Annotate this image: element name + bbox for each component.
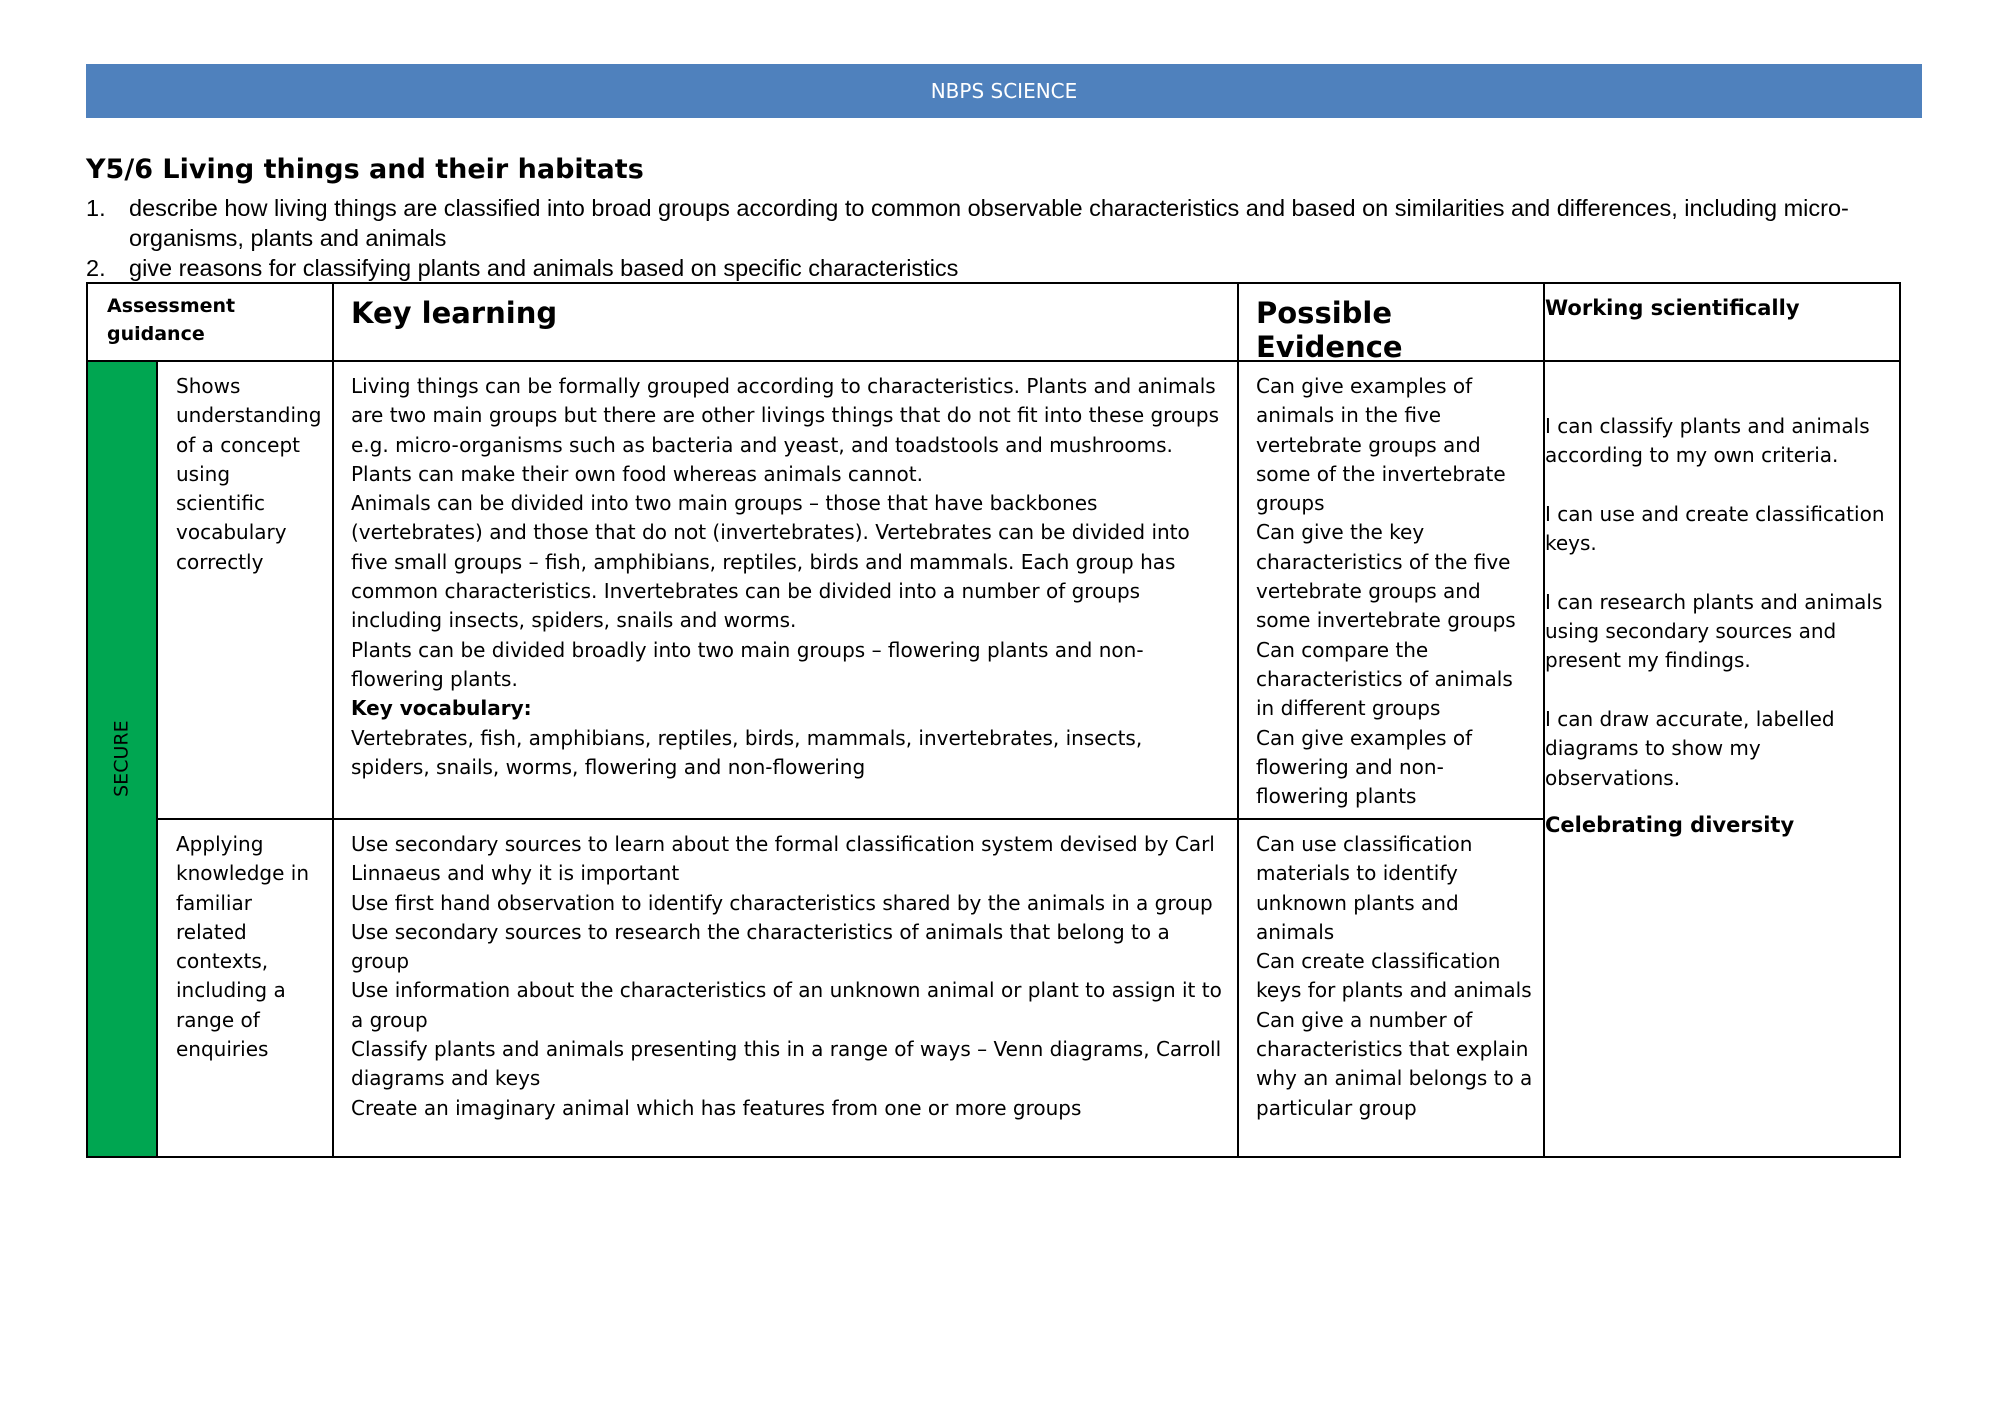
evidence-item: Can create classification keys for plants and animals — [1256, 949, 1532, 1003]
key-learning-para: Use secondary sources to research the characteristics of animals that belong to a group — [351, 919, 1170, 974]
header-key-learning-label: Key learning — [351, 296, 558, 330]
key-learning-para: Classify plants and animals presenting this in a range of ways – Venn diagrams, Carroll diagrams and keys — [351, 1037, 1222, 1091]
page-title: Y5/6 Living things and their habitats — [86, 154, 644, 185]
secure-band — [86, 360, 158, 1158]
key-learning-para: Create an imaginary animal which has features from one or more groups — [351, 1095, 1082, 1120]
header-banner: NBPS SCIENCE — [86, 64, 1922, 118]
objective-text: describe how living things are classified into broad groups according to common observable characteristics and based on similarities and differences, including micro-organisms, plants and animals — [129, 195, 1849, 251]
vocab-list: Vertebrates, fish, amphibians, reptiles, birds, mammals, invertebrates, insects, spiders, snails, worms, flowering and non-flowering — [351, 725, 1143, 779]
header-key-learning — [332, 282, 1239, 362]
key-learning-para: Living things can be formally grouped according to characteristics. Plants and animals are two main groups but there are other livings things that do not fit into these groups e.g. micro-organisms such as bacteria and yeast, and toadstools and mushrooms. Plants can make their own food whereas animals cannot. — [351, 374, 1219, 486]
objective-number: 2. — [86, 255, 106, 281]
objectives-list — [86, 193, 1886, 283]
ws-statement: I can draw accurate, labelled diagrams to show my observations. — [1545, 706, 1835, 790]
ws-statement: I can use and create classification keys. — [1545, 501, 1885, 556]
key-learning-para: Use information about the characteristics of an unknown animal or plant to assign it to a group — [351, 978, 1222, 1032]
row1-guidance — [156, 360, 334, 820]
guidance-text: Shows understanding of a concept using scientific vocabulary correctly — [176, 374, 322, 574]
header-working-scientifically — [1543, 282, 1901, 362]
evidence-item: Can give a number of characteristics that explain why an animal belongs to a particular group — [1256, 1007, 1533, 1120]
key-learning-para: Use secondary sources to learn about the formal classification system devised by Carl Linnaeus and why it is important — [351, 832, 1215, 886]
ws-statement: I can research plants and animals using secondary sources and present my findings. — [1545, 589, 1883, 673]
row2-key-learning — [332, 818, 1239, 1158]
header-assessment-guidance — [86, 282, 334, 362]
working-scientifically-cell — [1543, 360, 1901, 1158]
vocab-heading: Key vocabulary: — [351, 696, 532, 721]
row1-key-learning — [332, 360, 1239, 820]
evidence-item: Can use classification materials to identify unknown plants and animals — [1256, 832, 1473, 944]
ws-statement: I can classify plants and animals according to my own criteria. — [1545, 414, 1870, 468]
header-assessment-label: Assessment guidance — [107, 295, 236, 345]
row2-evidence — [1237, 818, 1545, 1158]
key-learning-para: Plants can be divided broadly into two main groups – flowering plants and non-flowering plants. — [351, 637, 1144, 691]
key-learning-para: Use first hand observation to identify characteristics shared by the animals in a group — [351, 890, 1213, 915]
objective-number: 1. — [86, 195, 106, 221]
objective-item — [86, 253, 1886, 283]
header-evidence-label: Possible Evidence — [1256, 296, 1403, 364]
objective-item — [86, 193, 1886, 253]
guidance-text: Applying knowledge in familiar related contexts, including a range of enquiries — [176, 832, 309, 1062]
secure-label: SECURE — [110, 720, 133, 798]
secure-label-wrap — [88, 362, 156, 1156]
celebrating-diversity: Celebrating diversity — [1545, 812, 1795, 837]
row1-evidence — [1237, 360, 1545, 820]
evidence-item: Can give the key characteristics of the five vertebrate groups and some invertebrate groups — [1256, 520, 1516, 633]
evidence-item: Can give examples of flowering and non-flowering plants — [1256, 725, 1473, 809]
header-working-label: Working scientifically — [1545, 296, 1800, 320]
header-possible-evidence — [1237, 282, 1545, 362]
evidence-item: Can compare the characteristics of animals in different groups — [1256, 637, 1513, 721]
evidence-item: Can give examples of animals in the five vertebrate groups and some of the invertebrate groups — [1256, 374, 1506, 516]
key-learning-para: Animals can be divided into two main groups – those that have backbones (vertebrates) and those that do not (invertebrates). Vertebrates can be divided into five small groups – fish, amphibians, reptiles, birds and mammals. Each group has common characteristics. Invertebrates can be divided into a number of groups including insects, spiders, snails and worms. — [351, 491, 1190, 633]
objective-text: give reasons for classifying plants and animals based on specific characteristics — [129, 255, 959, 281]
row2-guidance — [156, 818, 334, 1158]
